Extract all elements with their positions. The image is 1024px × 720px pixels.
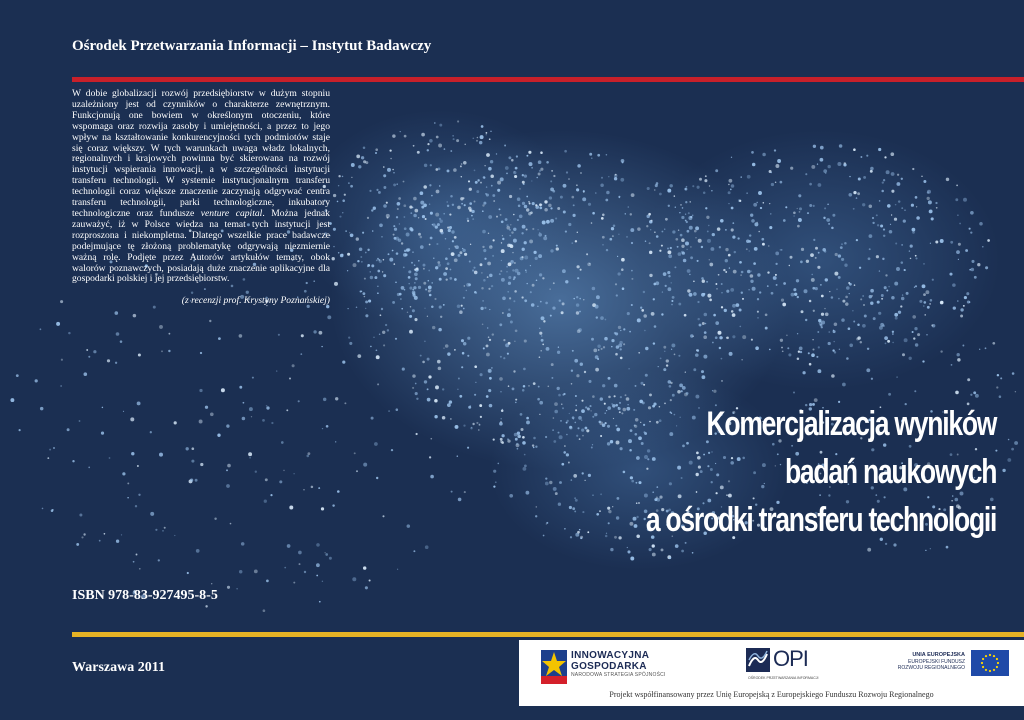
title-line-3: a ośrodki transferu technologii: [645, 501, 996, 539]
opi-wordmark: OPI: [773, 646, 808, 671]
yellow-divider: [72, 632, 1024, 637]
eu-line-1: UNIA EUROPEJSKA: [912, 652, 965, 658]
red-divider: [72, 77, 1024, 82]
eu-fund-logo: [891, 650, 1009, 680]
title-line-2: badań naukowych: [784, 453, 996, 491]
opi-subtitle: OŚRODEK PRZETWARZANIA INFORMACJI: [748, 676, 819, 680]
eu-flag-icon: [971, 650, 1009, 676]
funding-statement: Projekt współfinansowany przez Unię Europejską z Europejskiego Funduszu Rozwoju Regionalnego: [609, 690, 934, 699]
eu-line-2: EUROPEJSKI FUNDUSZ: [908, 659, 965, 665]
innovation-star-icon: [541, 646, 567, 686]
back-cover-blurb: [72, 89, 330, 285]
eu-line-3: ROZWOJU REGIONALNEGO: [897, 665, 965, 671]
blurb-italic-term: venture capital: [200, 207, 263, 219]
title-line-1: Komercjalizacja wyników: [706, 405, 996, 443]
ig-line-2: GOSPODARKA: [571, 661, 647, 672]
publisher-name: Ośrodek Przetwarzania Informacji – Instytut Badawczy: [72, 38, 432, 54]
review-attribution: (z recenzji prof. Krystyny Poznańskiej): [181, 295, 330, 306]
ig-line-1: INNOWACYJNA: [571, 650, 650, 661]
opi-logo: [746, 648, 826, 684]
sponsor-logos-panel: [519, 640, 1024, 706]
blurb-text-part1: W dobie globalizacji rozwój przedsiębiorstw w dużym stopniu uzależniony jest od czynników o charakterze zewnętrznym. Funkcjonują one bowiem w określonym otoczeniu, które wspomaga oraz rozwija zasoby i umiejętności, a przez to jego wpływ na kształtowanie konkurencyjności tych podmiotów staje się coraz większy. W tych warunkach uwaga władz lokalnych, regionalnych i krajowych powinna być skierowana na rozwój instytucji wspierania innowacji, a w szczególności instytucji transferu technologii. W systemie instytucjonalnym transferu technologii coraz większe znaczenie zaczynają odgrywać centra transferu technologii, parki technologiczne, inkubatory technologiczne oraz fundusze: [72, 88, 330, 219]
isbn-number: ISBN 978-83-927495-8-5: [72, 588, 218, 603]
opi-emblem-icon: [746, 648, 770, 672]
book-title: [646, 400, 996, 544]
ig-line-3: NARODOWA STRATEGIA SPÓJNOŚCI: [571, 672, 666, 678]
innowacyjna-gospodarka-logo: [541, 646, 691, 686]
blurb-text-part2: . Można jednak zauważyć, iż w Polsce wiedza na temat tych instytucji jest rozproszona i niekompletna. Dlatego wszelkie prace badawcze podejmujące tę złożoną problematykę odgrywają niezmiernie ważną rolę. Podjęte przez Autorów artykułów tematy, obok walorów poznawczych, posiadają duże znaczenie aplikacyjne dla gospodarki polskiej i jej przedsiębiorstw.: [72, 207, 330, 285]
place-and-year: Warszawa 2011: [72, 660, 165, 675]
